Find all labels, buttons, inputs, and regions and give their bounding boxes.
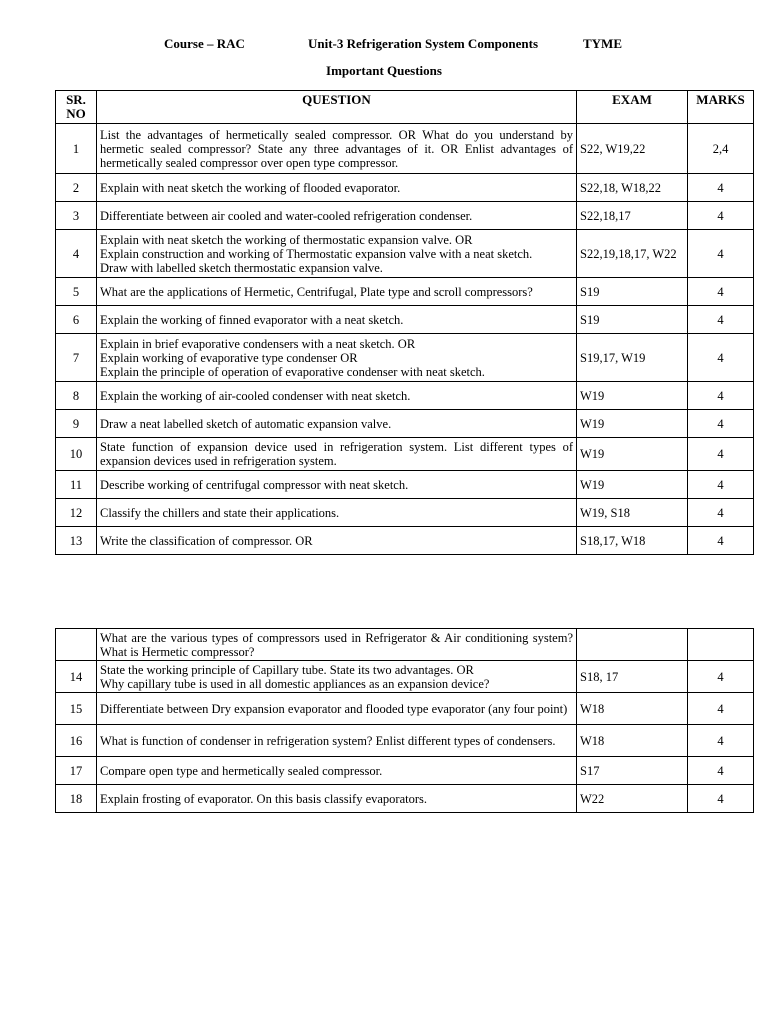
questions-table-continued [55, 628, 754, 813]
row-exam-cell: S22,18,17 [577, 202, 688, 230]
row-sr-cell: 12 [56, 499, 97, 527]
row-exam-cell [577, 629, 688, 661]
row-exam-cell: W19 [577, 471, 688, 499]
question-line: State the working principle of Capillary tube. State its two advantages. OR [100, 662, 474, 677]
row-marks-cell: 4 [688, 499, 754, 527]
row-question-cell: Explain the working of finned evaporator with a neat sketch. [97, 306, 577, 334]
row-exam-cell: S17 [577, 757, 688, 785]
row-exam-cell: S18, 17 [577, 661, 688, 693]
row-marks-cell: 4 [688, 202, 754, 230]
table-row [56, 438, 754, 471]
col-header-marks: MARKS [688, 91, 754, 124]
table-row [56, 382, 754, 410]
row-question-cell: Explain the working of air-cooled condenser with neat sketch. [97, 382, 577, 410]
row-sr-cell: 11 [56, 471, 97, 499]
unit-title: Unit-3 Refrigeration System Components [308, 36, 539, 51]
row-sr-cell: 1 [56, 124, 97, 174]
institute-label: TYME [583, 36, 622, 51]
col-header-exam: EXAM [577, 91, 688, 124]
row-exam-cell: W19 [577, 438, 688, 471]
table-header-row [56, 91, 754, 124]
row-marks-cell: 4 [688, 382, 754, 410]
table-row [56, 785, 754, 813]
row-question-cell: Draw a neat labelled sketch of automatic expansion valve. [97, 410, 577, 438]
row-exam-cell: W18 [577, 693, 688, 725]
row-question-cell: Describe working of centrifugal compressor with neat sketch. [97, 471, 577, 499]
row-question-cell: Differentiate between Dry expansion evaporator and flooded type evaporator (any four point) [97, 693, 577, 725]
table-row [56, 124, 754, 174]
row-marks-cell [688, 629, 754, 661]
row-sr-cell: 15 [56, 693, 97, 725]
row-question-cell: Classify the chillers and state their applications. [97, 499, 577, 527]
table-row [56, 230, 754, 278]
row-sr-cell: 5 [56, 278, 97, 306]
row-exam-cell: S19 [577, 306, 688, 334]
row-sr-cell: 3 [56, 202, 97, 230]
row-sr-cell: 16 [56, 725, 97, 757]
row-question-cell [97, 661, 577, 693]
question-line: Explain with neat sketch the working of thermostatic expansion valve. OR [100, 232, 473, 247]
table-row [56, 410, 754, 438]
row-question-cell: What are the various types of compressors used in Refrigerator & Air conditioning system? What is Hermetic compressor? [97, 629, 577, 661]
row-exam-cell: S19,17, W19 [577, 334, 688, 382]
row-exam-cell: S22, W19,22 [577, 124, 688, 174]
table-row [56, 661, 754, 693]
row-question-cell: State function of expansion device used in refrigeration system. List different types of expansion devices used in refrigeration system. [97, 438, 577, 471]
page-subtitle: Important Questions [326, 63, 442, 78]
row-question-cell: Explain frosting of evaporator. On this basis classify evaporators. [97, 785, 577, 813]
row-marks-cell: 4 [688, 527, 754, 555]
course-label: Course – RAC [164, 36, 245, 51]
question-line: Explain construction and working of Thermostatic expansion valve with a neat sketch. [100, 246, 533, 261]
table-row [56, 202, 754, 230]
question-line: Explain in brief evaporative condensers with a neat sketch. OR [100, 336, 416, 351]
table-row [56, 471, 754, 499]
row-exam-cell: S18,17, W18 [577, 527, 688, 555]
col-header-sr-no: SR. NO [56, 91, 97, 124]
table-row [56, 334, 754, 382]
row-question-cell [97, 334, 577, 382]
row-exam-cell: W18 [577, 725, 688, 757]
row-marks-cell: 4 [688, 306, 754, 334]
question-line: Draw with labelled sketch thermostatic expansion valve. [100, 260, 383, 275]
row-marks-cell: 4 [688, 661, 754, 693]
row-sr-cell: 17 [56, 757, 97, 785]
row-sr-cell [56, 629, 97, 661]
row-marks-cell: 4 [688, 278, 754, 306]
question-line: Explain working of evaporative type condenser OR [100, 350, 358, 365]
row-marks-cell: 4 [688, 438, 754, 471]
row-question-cell [97, 230, 577, 278]
row-marks-cell: 4 [688, 785, 754, 813]
row-marks-cell: 4 [688, 693, 754, 725]
row-sr-cell: 2 [56, 174, 97, 202]
row-question-cell: List the advantages of hermetically sealed compressor. OR What do you understand by hermetic sealed compressor? State any three advantages of it. OR Enlist advantages of hermetically sealed compressor over open type compressor. [97, 124, 577, 174]
row-marks-cell: 4 [688, 334, 754, 382]
row-exam-cell: W19 [577, 382, 688, 410]
question-line: Explain the principle of operation of evaporative condenser with neat sketch. [100, 364, 485, 379]
row-sr-cell: 10 [56, 438, 97, 471]
row-question-cell: Compare open type and hermetically sealed compressor. [97, 757, 577, 785]
row-exam-cell: S22,18, W18,22 [577, 174, 688, 202]
row-question-cell: What is function of condenser in refrigeration system? Enlist different types of condensers. [97, 725, 577, 757]
row-exam-cell: S19 [577, 278, 688, 306]
row-exam-cell: S22,19,18,17, W22 [577, 230, 688, 278]
col-header-question: QUESTION [97, 91, 577, 124]
row-question-cell: What are the applications of Hermetic, Centrifugal, Plate type and scroll compressors? [97, 278, 577, 306]
row-marks-cell: 4 [688, 725, 754, 757]
row-sr-cell: 6 [56, 306, 97, 334]
row-sr-cell: 8 [56, 382, 97, 410]
row-question-cell: Explain with neat sketch the working of flooded evaporator. [97, 174, 577, 202]
row-marks-cell: 4 [688, 757, 754, 785]
table-row [56, 725, 754, 757]
table-row [56, 757, 754, 785]
row-sr-cell: 9 [56, 410, 97, 438]
row-marks-cell: 4 [688, 174, 754, 202]
row-exam-cell: W19 [577, 410, 688, 438]
table-row [56, 693, 754, 725]
row-sr-cell: 13 [56, 527, 97, 555]
table-row [56, 527, 754, 555]
row-marks-cell: 4 [688, 410, 754, 438]
row-sr-cell: 7 [56, 334, 97, 382]
table-row [56, 629, 754, 661]
row-question-cell: Write the classification of compressor. OR [97, 527, 577, 555]
row-sr-cell: 4 [56, 230, 97, 278]
table-row [56, 499, 754, 527]
row-sr-cell: 14 [56, 661, 97, 693]
row-exam-cell: W19, S18 [577, 499, 688, 527]
question-line: Why capillary tube is used in all domestic appliances as an expansion device? [100, 676, 490, 691]
row-marks-cell: 2,4 [688, 124, 754, 174]
table-row [56, 278, 754, 306]
questions-table [55, 90, 754, 555]
row-sr-cell: 18 [56, 785, 97, 813]
row-exam-cell: W22 [577, 785, 688, 813]
table-row [56, 306, 754, 334]
row-question-cell: Differentiate between air cooled and water-cooled refrigeration condenser. [97, 202, 577, 230]
row-marks-cell: 4 [688, 230, 754, 278]
row-marks-cell: 4 [688, 471, 754, 499]
table-row [56, 174, 754, 202]
